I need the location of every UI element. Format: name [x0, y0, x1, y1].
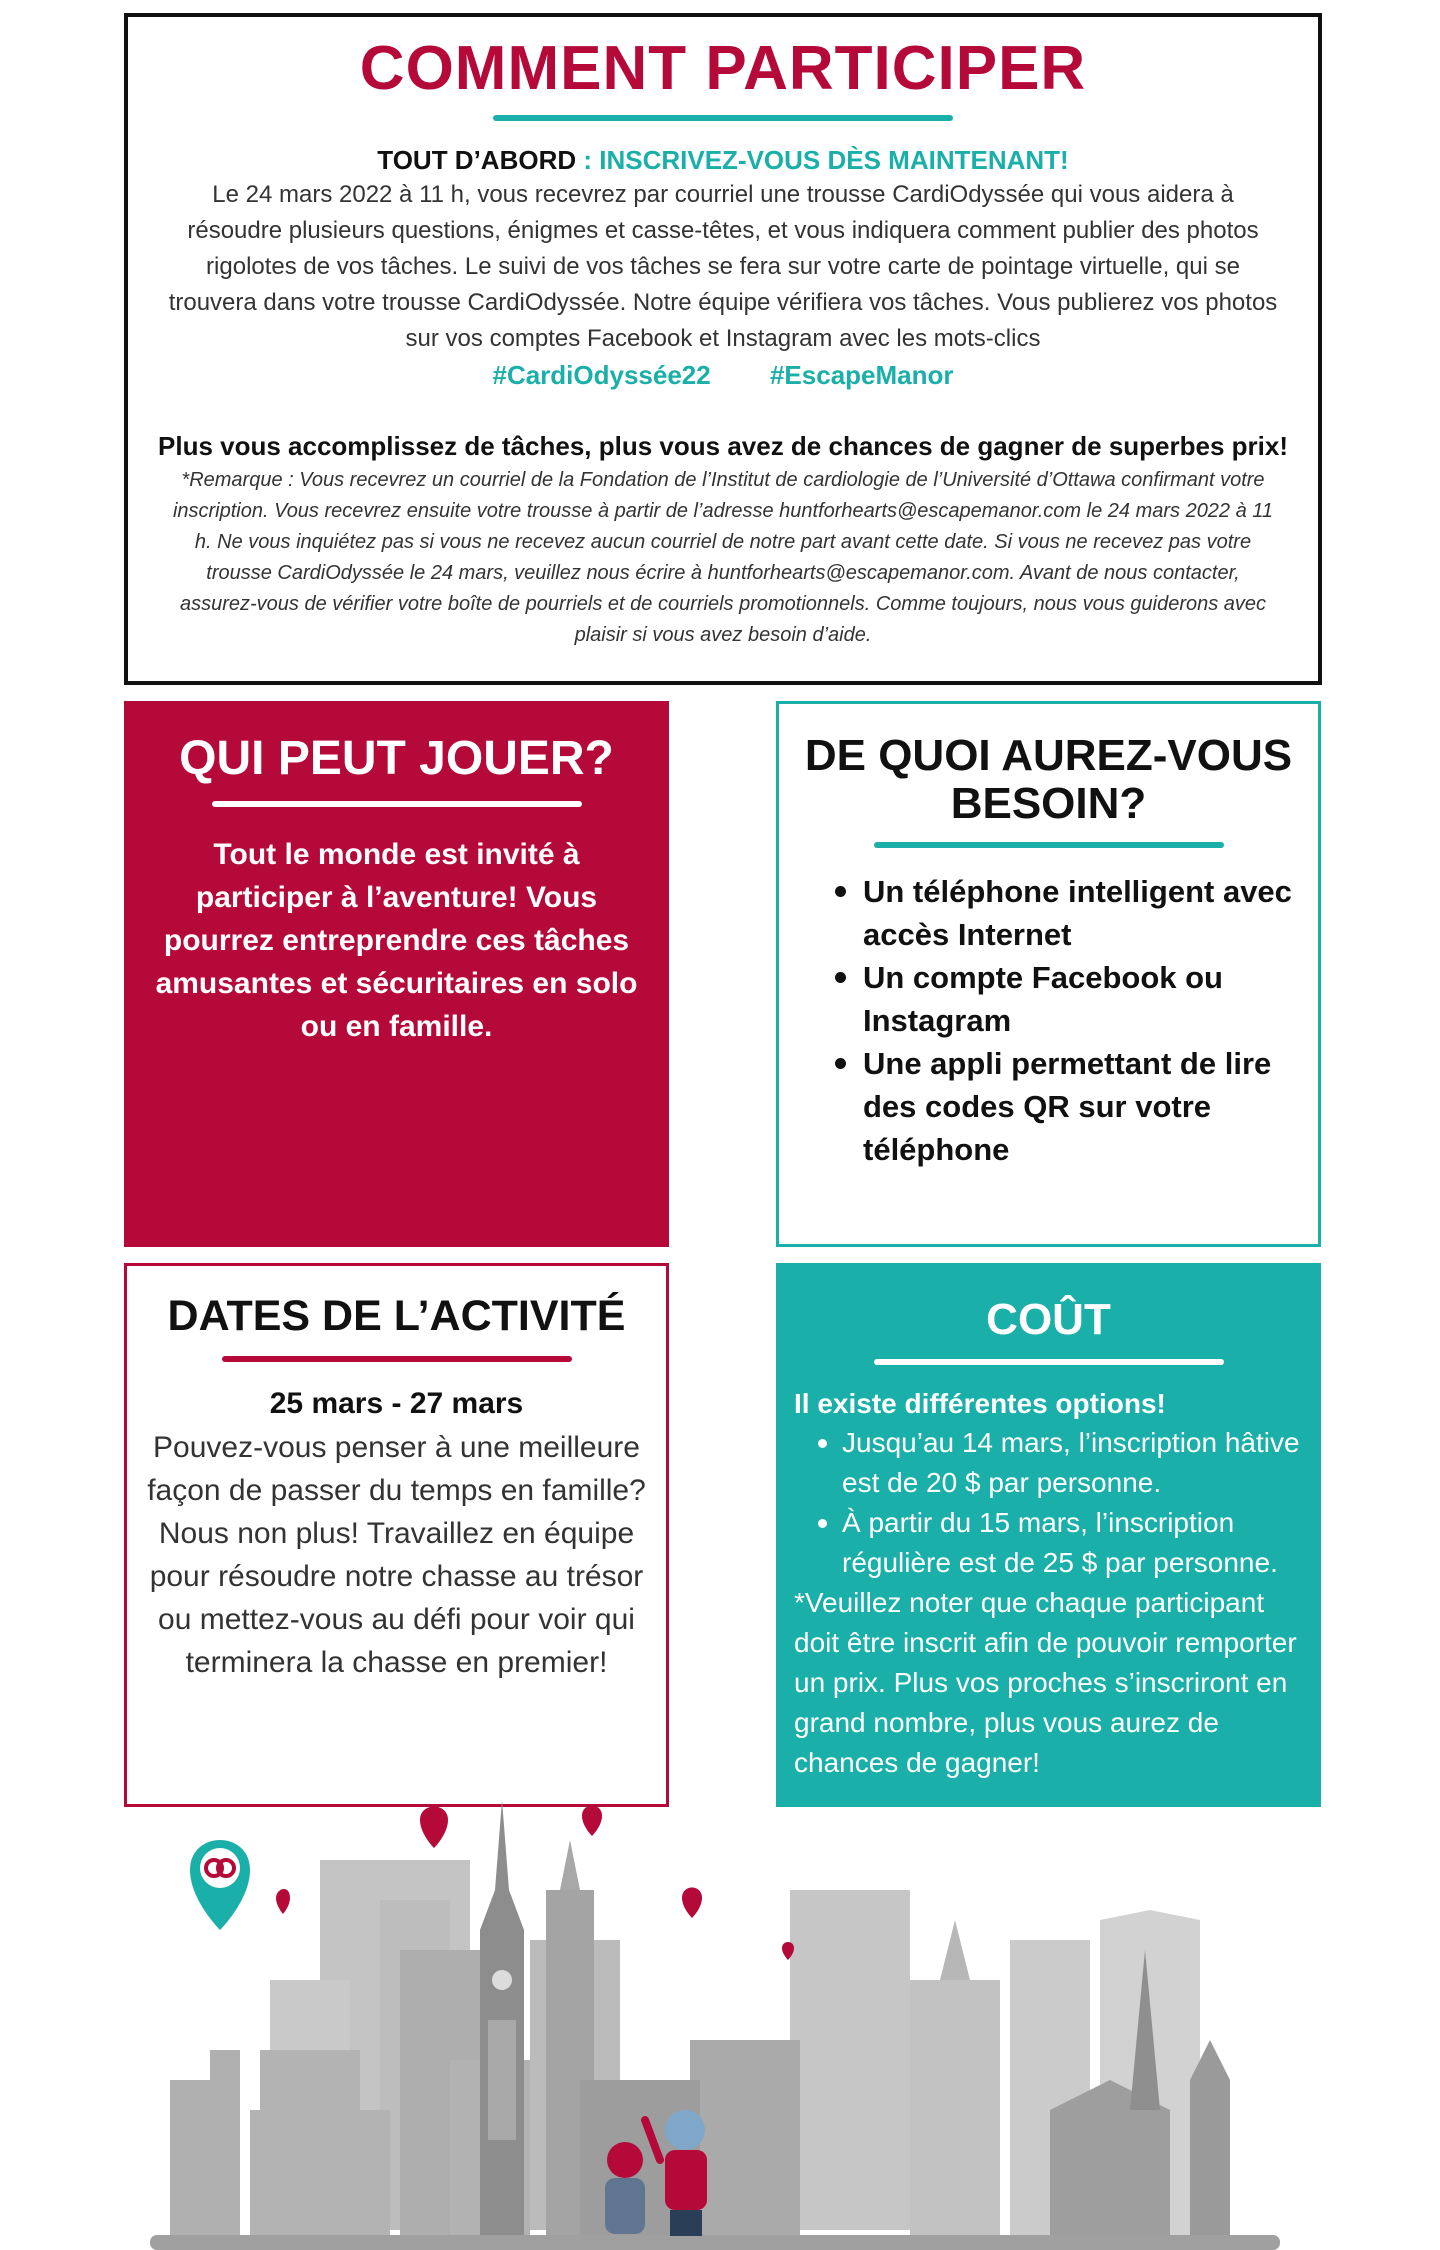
activity-dates-title: DATES DE L’ACTIVITÉ [167, 1292, 626, 1340]
title-underline [874, 842, 1224, 848]
cost-title: COÛT [986, 1295, 1111, 1344]
ground [150, 2235, 1280, 2250]
first-step-suffix: : INSCRIVEZ-VOUS DÈS MAINTENANT! [576, 145, 1069, 175]
cost-options-heading: Il existe différentes options! [794, 1388, 1166, 1419]
needs-list [835, 870, 1298, 1171]
more-tasks-text: Plus vous accomplissez de tâches, plus vous avez de chances de gagner de superbes prix! [158, 431, 1288, 461]
title-underline [874, 1359, 1224, 1365]
activity-dates-text: Pouvez-vous penser à une meilleure façon de passer du temps en famille? Nous non plus! Travaillez en équipe pour résoudre notre chasse au trésor ou mettez-vous au défi pour voir qui terminera la chasse en premier! [147, 1431, 646, 1679]
hashtag-escapemanor: #EscapeManor [769, 360, 954, 390]
what-you-need-box [776, 701, 1321, 1247]
cost-options-list [818, 1423, 1303, 1583]
intro-paragraph: Le 24 mars 2022 à 11 h, vous recevrez par courriel une trousse CardiOdyssée qui vous aidera à résoudre plusieurs questions, énigmes et casse-têtes, et vous indiquera comment publier des photos rigolotes de vos tâches. Le suivi de vos tâches se fera sur votre carte de pointage virtuelle, qui se trouvera dans votre trousse CardiOdyssée. Notre équipe vérifiera vos tâches. Vous publierez vos photos sur vos comptes Facebook et Instagram avec les mots-clics [168, 181, 1278, 352]
how-to-participate-title: COMMENT PARTICIPER [359, 34, 1087, 103]
cardiodyssee-logo-pin [190, 1840, 250, 1930]
list-item: Jusqu’au 14 mars, l’inscription hâtive est de 20 $ par personne. [818, 1423, 1303, 1503]
hashtags [158, 357, 1288, 393]
remark-text: *Remarque : Vous recevrez un courriel de la Fondation de l’Institut de cardiologie de l’Université d’Ottawa confirmant votre inscription. Vous recevrez ensuite votre trousse à partir de l’adresse huntforhearts@escapemanor.com le 24 mars 2022 à 11 h. Ne vous inquiétez pas si vous ne recevez aucun courriel de notre part avant cette date. Si vous ne recevez pas votre trousse CardiOdyssée le 24 mars, veuillez nous écrire à huntforhearts@escapemanor.com. Avant de nous contacter, assurez-vous de vérifier votre boîte de pourriels et de courriels promotionnels. Comme toujours, nous vous guiderons avec plaisir si vous avez besoin d’aide. [172, 469, 1274, 646]
date-range: 25 mars - 27 mars [269, 1387, 524, 1420]
list-item: Une appli permettant de lire des codes QR sur votre téléphone [835, 1042, 1298, 1171]
activity-dates-box [124, 1263, 669, 1807]
cost-note: *Veuillez noter que chaque participant doit être inscrit afin de pouvoir remporter un prix. Plus vos proches s’inscriront en grand nombre, plus vous aurez de chances de gagner! [794, 1587, 1297, 1778]
who-can-play-text: Tout le monde est invité à participer à l’aventure! Vous pourrez entreprendre ces tâches amusantes et sécuritaires en solo ou en famille. [155, 838, 638, 1043]
list-item: Un téléphone intelligent avec accès Internet [835, 870, 1298, 956]
how-to-participate-box [124, 13, 1322, 685]
hashtag-cardiodyssee: #CardiOdyssée22 [492, 360, 711, 390]
first-step-prefix: TOUT D’ABORD [377, 145, 577, 175]
list-item: Un compte Facebook ou Instagram [835, 956, 1298, 1042]
what-you-need-title: DE QUOI AUREZ-VOUS BESOIN? [804, 731, 1293, 828]
who-can-play-title: QUI PEUT JOUER? [179, 732, 614, 785]
peace-tower [480, 1800, 524, 2240]
who-can-play-box [124, 701, 669, 1247]
cost-box [776, 1263, 1321, 1807]
title-underline [493, 115, 953, 121]
city-skyline-illustration [150, 1780, 1280, 2250]
title-underline [212, 801, 582, 807]
title-underline [222, 1356, 572, 1362]
first-step-heading [158, 143, 1288, 177]
list-item: À partir du 15 mars, l’inscription régulière est de 25 $ par personne. [818, 1503, 1303, 1583]
